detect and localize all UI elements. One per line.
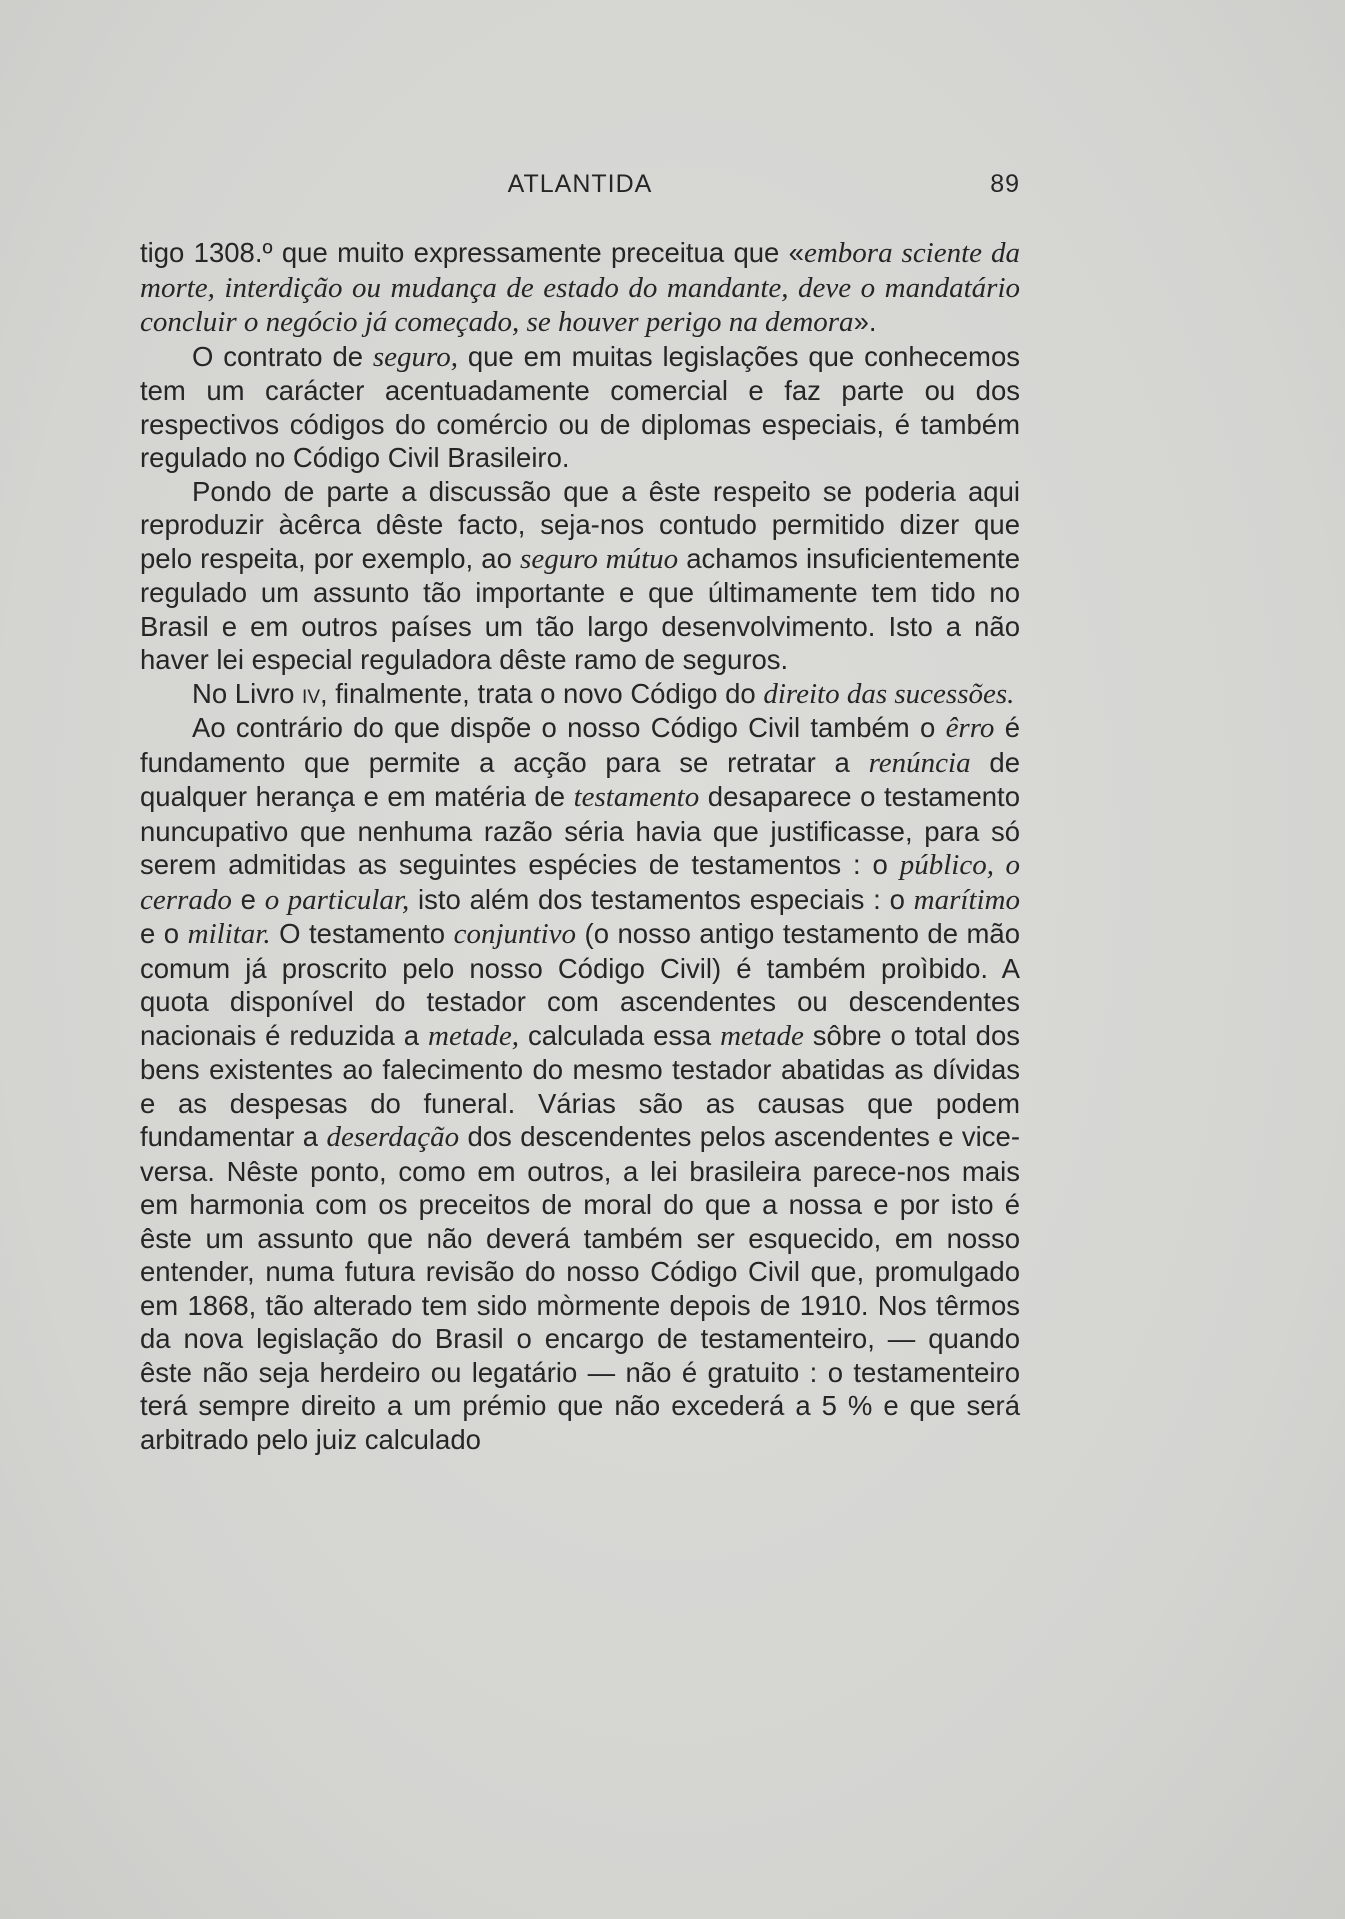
- italic-run: público, o cerrado: [140, 849, 1020, 916]
- italic-run: o particular,: [264, 883, 410, 916]
- paragraph-3: [140, 475, 1020, 677]
- text-run: tigo 1308.º que muito expressamente preceitua que «: [140, 237, 804, 268]
- small-caps-run: iv: [302, 677, 320, 709]
- text-run: Ao contrário do que dispõe o nosso Código Civil também o: [192, 712, 946, 743]
- running-title: ATLANTIDA: [507, 170, 653, 198]
- text-run: calculada essa: [519, 1019, 721, 1051]
- italic-run: testamento: [573, 781, 700, 813]
- text-run: (o nosso antigo testamento de mão comum já proscrito pelo nosso Código Civil) é também proìbido. A quota disponível do testador com ascendentes ou descendentes nacionais é reduzida a: [140, 918, 1020, 1051]
- paragraph-2: [140, 340, 1020, 475]
- italic-run: seguro,: [372, 340, 458, 373]
- body-text: [140, 236, 1020, 1456]
- italic-run: êrro: [945, 712, 995, 744]
- page-number: 89: [990, 170, 1020, 198]
- text-run: No Livro: [192, 677, 303, 709]
- paragraph-1: [140, 236, 1020, 340]
- italic-run: conjuntivo: [453, 918, 577, 950]
- italic-run: militar.: [187, 918, 271, 950]
- text-run: é fundamento que permite a acção para se retratar a: [140, 712, 1021, 778]
- italic-run: embora sciente da morte, interdição ou mudança de estado do mandante, deve o mandatário concluir o negócio já começado, se houver perigo na demora: [140, 237, 1020, 338]
- text-run: isto além dos testamentos especiais : o: [409, 883, 914, 915]
- italic-run: renúncia: [868, 746, 971, 779]
- italic-run: deserdação: [326, 1121, 460, 1153]
- text-run: desaparece o testamento nuncupativo que nenhuma razão séria havia que justificasse, para só serem admitidas as seguintes espécies de testamentos : o: [140, 781, 1020, 880]
- text-run: , finalmente, trata o novo Código do: [320, 677, 764, 709]
- italic-run: metade: [720, 1019, 804, 1052]
- text-run: dos descendentes pelos ascendentes e vice-versa. Nêste ponto, como em outros, a lei brasileira parece-nos mais em harmonia com os preceitos de moral do que a nossa e por isto é êste um assunto que não deverá também ser esquecido, em nosso entender, numa futura revisão do nosso Código Civil que, promulgado em 1868, tão alterado tem sido mòrmente depois de 1910. Nos têrmos da nova legislação do Brasil o encargo de testamenteiro, — quando êste não seja herdeiro ou legatário — não é gratuito : o testamenteiro terá sempre direito a um prémio que não excederá a 5 % e que será arbitrado pelo juiz calculado: [140, 1121, 1020, 1455]
- text-run: O contrato de: [192, 340, 373, 372]
- text-run: sôbre o total dos bens existentes ao falecimento do mesmo testador abatidas as dívidas e as despesas do funeral. Várias são as causas que podem fundamentar a: [140, 1019, 1020, 1152]
- italic-run: metade,: [428, 1019, 520, 1052]
- text-run: e o: [140, 918, 188, 949]
- text-run: que em muitas legislações que conhecemos tem um carácter acentuadamente comercial e faz parte ou dos respectivos códigos do comércio ou de diplomas especiais, é também regulado no Código Civil Brasileiro.: [140, 340, 1020, 473]
- text-run: Pondo de parte a discussão que a êste respeito se poderia aqui reproduzir àcêrca dêste facto, seja-nos contudo permitido dizer que pelo respeita, por exemplo, ao: [140, 475, 1020, 574]
- text-run: de qualquer herança e em matéria de: [140, 746, 1020, 812]
- italic-run: seguro mútuo: [520, 542, 679, 575]
- paragraph-4: [140, 677, 1020, 712]
- italic-run: direito das sucessões.: [763, 677, 1015, 710]
- text-run: O testamento: [270, 918, 454, 949]
- italic-run: marítimo: [913, 883, 1020, 916]
- page-header: [140, 170, 1020, 210]
- paragraph-5: [140, 711, 1020, 1456]
- text-run: e: [231, 883, 265, 915]
- text-run: achamos insuficientemente regulado um assunto tão importante e que últimamente tem tido no Brasil e em outros países um tão largo desenvolvimento. Isto a não haver lei especial reguladora dêste ramo de seguros.: [140, 542, 1020, 675]
- text-run: ».: [853, 306, 877, 337]
